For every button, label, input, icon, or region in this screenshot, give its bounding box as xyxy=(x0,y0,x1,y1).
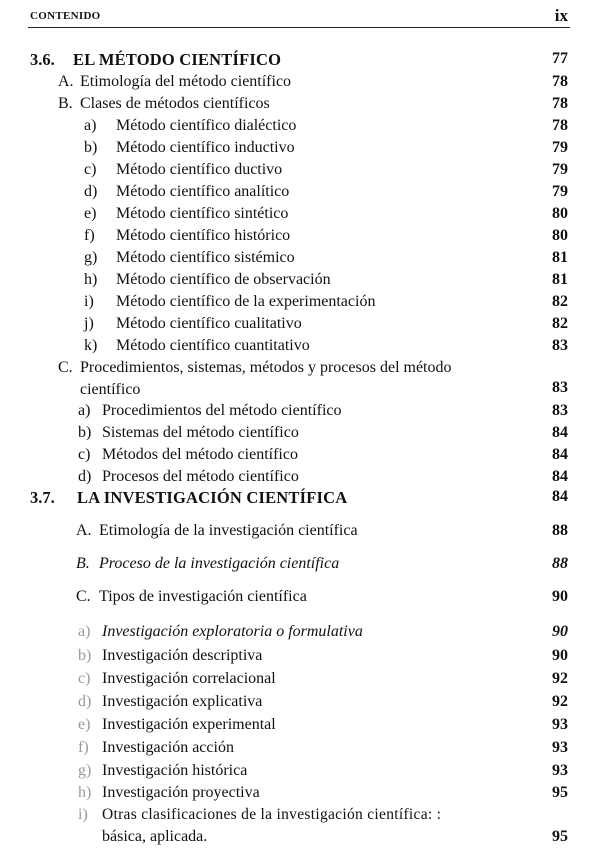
entry-number: a) xyxy=(78,623,91,640)
entry-title: Método científico cualitativo xyxy=(116,315,302,332)
entry-title: Investigación experimental xyxy=(102,716,276,733)
entry-number: b) xyxy=(78,424,92,441)
entry-title: Método científico sintético xyxy=(116,205,289,222)
entry-number: b) xyxy=(78,647,92,664)
entry-number: 3.6. xyxy=(30,50,55,69)
entry-title: Método científico cuantitativo xyxy=(116,337,310,354)
toc-entry xyxy=(0,739,600,761)
toc-entry xyxy=(0,359,600,403)
entry-number: g) xyxy=(78,762,92,779)
toc-entry xyxy=(0,784,600,806)
entry-page: 93 xyxy=(552,716,568,733)
toc-entry xyxy=(0,139,600,161)
entry-number: h) xyxy=(78,784,92,801)
entry-title: Tipos de investigación científica xyxy=(99,588,307,605)
toc-entry xyxy=(0,693,600,715)
toc-entry xyxy=(0,762,600,784)
entry-title: Otras clasificaciones de la investigación científica: : xyxy=(102,806,442,823)
entry-title: Investigación histórica xyxy=(102,762,248,779)
entry-title: Método científico inductivo xyxy=(116,139,295,156)
entry-title: Método científico sistémico xyxy=(116,249,295,266)
entry-number: A. xyxy=(58,73,74,90)
entry-title: Métodos del método científico xyxy=(102,446,298,463)
entry-title: Método científico analítico xyxy=(116,183,290,200)
entry-number: d) xyxy=(78,468,92,485)
entry-number: c) xyxy=(84,161,97,178)
entry-title: Sistemas del método científico xyxy=(102,424,299,441)
toc-entry xyxy=(0,468,600,490)
toc-entry xyxy=(0,205,600,227)
entry-title: Método científico de observación xyxy=(116,271,331,288)
entry-number: f) xyxy=(84,227,95,244)
toc-entry xyxy=(0,522,600,544)
entry-page: 88 xyxy=(552,522,568,539)
entry-page: 82 xyxy=(552,315,568,332)
toc-entry xyxy=(0,424,600,446)
entry-title: Investigación correlacional xyxy=(102,670,276,687)
entry-title: Etimología de la investigación científica xyxy=(99,522,358,539)
entry-title: Método científico dialéctico xyxy=(116,117,297,134)
toc-entry xyxy=(0,623,600,645)
entry-page: 90 xyxy=(552,623,568,640)
entry-number: d) xyxy=(78,693,92,710)
entry-page: 93 xyxy=(552,762,568,779)
toc-entry xyxy=(0,315,600,337)
toc-entry xyxy=(0,670,600,692)
entry-page: 88 xyxy=(552,555,568,572)
entry-number: B. xyxy=(76,555,90,572)
entry-number: c) xyxy=(78,446,91,463)
toc-entry xyxy=(0,555,600,577)
entry-title: Investigación descriptiva xyxy=(102,647,263,664)
entry-page: 95 xyxy=(552,828,568,845)
entry-number: k) xyxy=(84,337,98,354)
entry-title: Investigación proyectiva xyxy=(102,784,260,801)
entry-number: g) xyxy=(84,249,98,266)
entry-number: j) xyxy=(84,315,94,332)
toc-entry xyxy=(0,402,600,424)
entry-page: 79 xyxy=(552,139,568,156)
entry-number: C. xyxy=(76,588,91,605)
entry-title: Procedimientos del método científico xyxy=(102,402,342,419)
toc-entry xyxy=(0,337,600,359)
entry-page: 82 xyxy=(552,293,568,310)
entry-page: 84 xyxy=(552,446,568,463)
entry-page: 93 xyxy=(552,739,568,756)
entry-title: Procedimientos, sistemas, métodos y procesos del método xyxy=(80,359,452,376)
entry-page: 77 xyxy=(552,50,568,67)
entry-page: 90 xyxy=(552,588,568,605)
toc-entry xyxy=(0,293,600,315)
entry-page: 80 xyxy=(552,205,568,222)
toc-entry xyxy=(0,488,600,510)
entry-page: 81 xyxy=(552,271,568,288)
entry-title: LA INVESTIGACIÓN CIENTÍFICA xyxy=(77,488,348,507)
entry-page: 83 xyxy=(552,337,568,354)
entry-page: 84 xyxy=(552,424,568,441)
toc-entry xyxy=(0,117,600,139)
entry-title: Clases de métodos científicos xyxy=(80,95,270,112)
entry-number: e) xyxy=(78,716,91,733)
page-number: ix xyxy=(554,6,568,25)
entry-page: 81 xyxy=(552,249,568,266)
entry-page: 92 xyxy=(552,693,568,710)
toc-entry xyxy=(0,73,600,95)
toc-entry xyxy=(0,95,600,117)
toc-entry xyxy=(0,249,600,271)
entry-page: 84 xyxy=(552,488,568,505)
entry-number: e) xyxy=(84,205,97,222)
entry-title-continued: básica, aplicada. xyxy=(102,828,208,845)
entry-page: 95 xyxy=(552,784,568,801)
toc-entry xyxy=(0,588,600,610)
entry-number: a) xyxy=(78,402,91,419)
entry-title: Investigación acción xyxy=(102,739,234,756)
entry-title: Proceso de la investigación científica xyxy=(99,555,340,572)
toc-entry xyxy=(0,271,600,293)
entry-page: 79 xyxy=(552,183,568,200)
entry-page: 84 xyxy=(552,468,568,485)
entry-number: B. xyxy=(58,95,73,112)
header-rule xyxy=(28,27,570,28)
toc-entry xyxy=(0,161,600,183)
entry-page: 78 xyxy=(552,95,568,112)
entry-number: a) xyxy=(84,117,97,134)
entry-number: i) xyxy=(78,806,88,823)
entry-page: 92 xyxy=(552,670,568,687)
entry-number: A. xyxy=(76,522,92,539)
entry-title-continued: científico xyxy=(80,381,141,398)
toc-entry xyxy=(0,183,600,205)
entry-page: 78 xyxy=(552,73,568,90)
entry-title: Método científico de la experimentación xyxy=(116,293,376,310)
entry-title: Investigación exploratoria o formulativa xyxy=(102,623,363,640)
entry-number: d) xyxy=(84,183,98,200)
entry-page: 79 xyxy=(552,161,568,178)
entry-title: Investigación explicativa xyxy=(102,693,263,710)
entry-title: EL MÉTODO CIENTÍFICO xyxy=(73,50,282,69)
entry-page: 80 xyxy=(552,227,568,244)
entry-number: 3.7. xyxy=(30,488,55,507)
entry-title: Método científico ductivo xyxy=(116,161,283,178)
running-header: CONTENIDO xyxy=(30,10,101,22)
entry-number: h) xyxy=(84,271,98,288)
entry-number: c) xyxy=(78,670,91,687)
entry-page: 83 xyxy=(552,402,568,419)
toc-entry xyxy=(0,227,600,249)
toc-entry xyxy=(0,50,600,72)
toc-entry xyxy=(0,647,600,669)
entry-title: Método científico histórico xyxy=(116,227,291,244)
toc-entry xyxy=(0,806,600,852)
toc-entry xyxy=(0,716,600,738)
entry-number: i) xyxy=(84,293,94,310)
entry-number: b) xyxy=(84,139,98,156)
entry-page: 83 xyxy=(552,379,568,396)
entry-page: 78 xyxy=(552,117,568,134)
entry-title: Etimología del método científico xyxy=(80,73,292,90)
entry-page: 90 xyxy=(552,647,568,664)
entry-title: Procesos del método científico xyxy=(102,468,299,485)
toc-entry xyxy=(0,446,600,468)
entry-number: C. xyxy=(58,359,73,376)
entry-number: f) xyxy=(78,739,89,756)
